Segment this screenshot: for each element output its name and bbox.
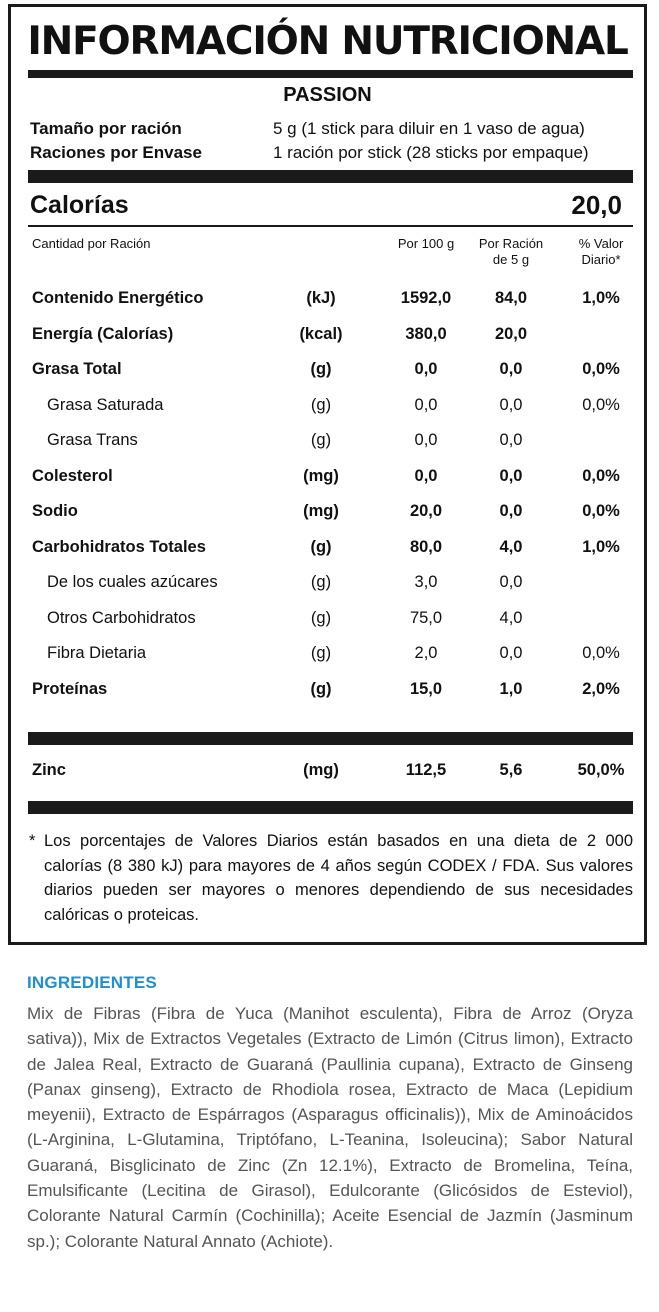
- nutrient-per-serving: 0,0: [499, 360, 523, 378]
- nutrient-unit: (kJ): [306, 289, 336, 307]
- nutrient-name: Sodio: [32, 502, 78, 520]
- ingredients-title: INGREDIENTES: [27, 973, 157, 992]
- calories-rule: [28, 225, 633, 227]
- header-per-serving: [466, 236, 556, 268]
- nutrient-row-other-carbs: [11, 609, 644, 633]
- nutrient-daily-value: 0,0%: [582, 644, 620, 662]
- nutrient-per-serving: 84,0: [494, 289, 528, 307]
- nutrient-unit: (g): [310, 609, 332, 627]
- nutrient-per100: 80,0: [409, 538, 443, 556]
- nutrient-daily-value: 0,0%: [582, 360, 620, 378]
- nutrient-daily-value: 0,0%: [582, 502, 620, 520]
- nutrient-unit: (mg): [303, 467, 339, 485]
- header-per-serving-line2: de 5 g: [492, 252, 530, 267]
- header-dv-line1: % Valor: [578, 236, 624, 251]
- nutrient-unit: (mg): [303, 761, 339, 779]
- nutrient-per100: 75,0: [409, 609, 443, 627]
- nutrient-row-saturated-fat: [11, 396, 644, 420]
- nutrient-name: Proteínas: [32, 680, 108, 698]
- servings-value: 1 ración por stick (28 sticks por empaque): [273, 143, 589, 162]
- nutrient-unit: (mg): [303, 502, 339, 520]
- nutrient-per-serving: 1,0: [499, 680, 523, 698]
- header-daily-value: [556, 236, 646, 268]
- nutrient-row-total-carbs: [11, 538, 644, 562]
- calories-label: Calorías: [30, 191, 129, 219]
- nutrient-unit: (g): [310, 573, 332, 591]
- footnote-text: Los porcentajes de Valores Diarios están basados en una dieta de 2 000 calorías (8 380 kJ) para mayores de 4 años según CODEX / FDA. Sus valores diarios pueden ser mayores o menores dependiendo de sus necesidades calóricas o proteicas.: [44, 832, 633, 924]
- nutrient-name: Colesterol: [32, 467, 113, 485]
- nutrient-per100: 20,0: [409, 502, 443, 520]
- nutrient-per-serving: 0,0: [499, 502, 523, 520]
- label-title: INFORMACIÓN NUTRICIONAL: [27, 19, 628, 64]
- nutrient-row-sodium: [11, 502, 644, 526]
- nutrient-daily-value: 1,0%: [582, 289, 620, 307]
- nutrient-per100: 0,0: [414, 467, 438, 485]
- nutrient-unit: (kcal): [299, 325, 343, 343]
- nutrient-per-serving: 5,6: [499, 761, 523, 779]
- nutrient-row-energy-kj: [11, 289, 644, 313]
- nutrient-per-serving: 20,0: [494, 325, 528, 343]
- nutrient-per-serving: 4,0: [499, 609, 523, 627]
- nutrient-row-energy-kcal: [11, 325, 644, 349]
- nutrient-daily-value: 2,0%: [582, 680, 620, 698]
- nutrient-per-serving: 0,0: [499, 467, 523, 485]
- nutrient-per-serving: 0,0: [499, 644, 523, 662]
- title-rule: [28, 70, 633, 78]
- nutrient-unit: (g): [310, 644, 332, 662]
- zinc-rule: [28, 801, 633, 814]
- serving-size-value: 5 g (1 stick para diluir en 1 vaso de agua): [273, 119, 585, 138]
- nutrient-unit: (g): [310, 396, 332, 414]
- nutrient-unit: (g): [310, 360, 332, 378]
- nutrient-row-trans-fat: [11, 431, 644, 455]
- nutrient-name: Fibra Dietaria: [47, 644, 147, 662]
- nutrient-per100: 0,0: [414, 396, 438, 414]
- nutrient-per100: 2,0: [414, 644, 438, 662]
- header-per-serving-line1: Por Ración: [478, 236, 544, 251]
- nutrient-name: Carbohidratos Totales: [32, 538, 206, 556]
- nutrient-name: Grasa Trans: [47, 431, 138, 449]
- nutrient-row-protein: [11, 680, 644, 704]
- nutrient-name: Contenido Energético: [32, 289, 204, 307]
- nutrient-per-serving: 0,0: [499, 573, 523, 591]
- header-per100: Por 100 g: [397, 236, 455, 251]
- nutrient-name: Energía (Calorías): [32, 325, 174, 343]
- nutrient-name: Zinc: [32, 761, 66, 779]
- nutrient-per-serving: 0,0: [499, 431, 523, 449]
- nutrient-daily-value: 0,0%: [582, 396, 620, 414]
- nutrient-row-sugars: [11, 573, 644, 597]
- nutrient-row-cholesterol: [11, 467, 644, 491]
- nutrient-unit: (g): [310, 431, 332, 449]
- serving-size-label: Tamaño por ración: [30, 119, 182, 138]
- nutrient-unit: (g): [310, 538, 332, 556]
- nutrient-per100: 1592,0: [400, 289, 452, 307]
- servings-rule: [28, 170, 633, 183]
- nutrient-daily-value: 1,0%: [582, 538, 620, 556]
- nutrient-per100: 0,0: [414, 431, 438, 449]
- nutrient-per100: 15,0: [409, 680, 443, 698]
- nutrient-per100: 112,5: [405, 761, 447, 779]
- daily-value-footnote: [29, 829, 633, 927]
- nutrient-name: De los cuales azúcares: [47, 573, 218, 591]
- nutrition-facts-panel: [8, 4, 647, 945]
- nutrient-per100: 380,0: [405, 325, 447, 343]
- nutrient-per100: 3,0: [414, 573, 438, 591]
- protein-rule: [28, 732, 633, 745]
- nutrient-per-serving: 0,0: [499, 396, 523, 414]
- nutrient-unit: (g): [310, 680, 332, 698]
- nutrient-name: Grasa Saturada: [47, 396, 164, 414]
- nutrient-name: Otros Carbohidratos: [47, 609, 196, 627]
- nutrient-row-fiber: [11, 644, 644, 668]
- calories-value: 20,0: [571, 190, 622, 220]
- footnote-asterisk: *: [29, 832, 36, 850]
- header-amount: Cantidad por Ración: [32, 236, 151, 251]
- header-dv-line2: Diario*: [581, 252, 621, 267]
- ingredients-text: Mix de Fibras (Fibra de Yuca (Manihot esculenta), Fibra de Arroz (Oryza sativa)), Mix de Extractos Vegetales (Extracto de Limón (Citrus limon), Extracto de Jalea Real, Extracto de Guaraná (Paullinia cupana), Extracto de Ginseng (Panax ginseng), Extracto de Rhodiola rosea, Extracto de Maca (Lepidium meyenii), Extracto de Espárragos (Asparagus officinalis)), Mix de Aminoácidos (L-Arginina, L-Glutamina, Triptófano, L-Teanina, Isoleucina); Sabor Natural Guaraná, Bisglicinato de Zinc (Zn 12.1%), Extracto de Bromelina, Teína, Emulsificante (Lecitina de Girasol), Edulcorante (Glicósidos de Esteviol), Colorante Natural Carmín (Cochinilla); Aceite Esencial de Jazmín (Jasminum sp.); Colorante Natural Annato (Achiote).: [27, 1004, 633, 1251]
- servings-label: Raciones por Envase: [30, 143, 202, 162]
- nutrient-name: Grasa Total: [32, 360, 122, 378]
- product-name: PASSION: [283, 84, 372, 106]
- nutrient-daily-value: 50,0%: [577, 761, 625, 779]
- nutrient-row-total-fat: [11, 360, 644, 384]
- nutrient-per100: 0,0: [414, 360, 438, 378]
- nutrient-per-serving: 4,0: [499, 538, 523, 556]
- nutrient-row-zinc: [11, 761, 644, 785]
- nutrient-daily-value: 0,0%: [582, 467, 620, 485]
